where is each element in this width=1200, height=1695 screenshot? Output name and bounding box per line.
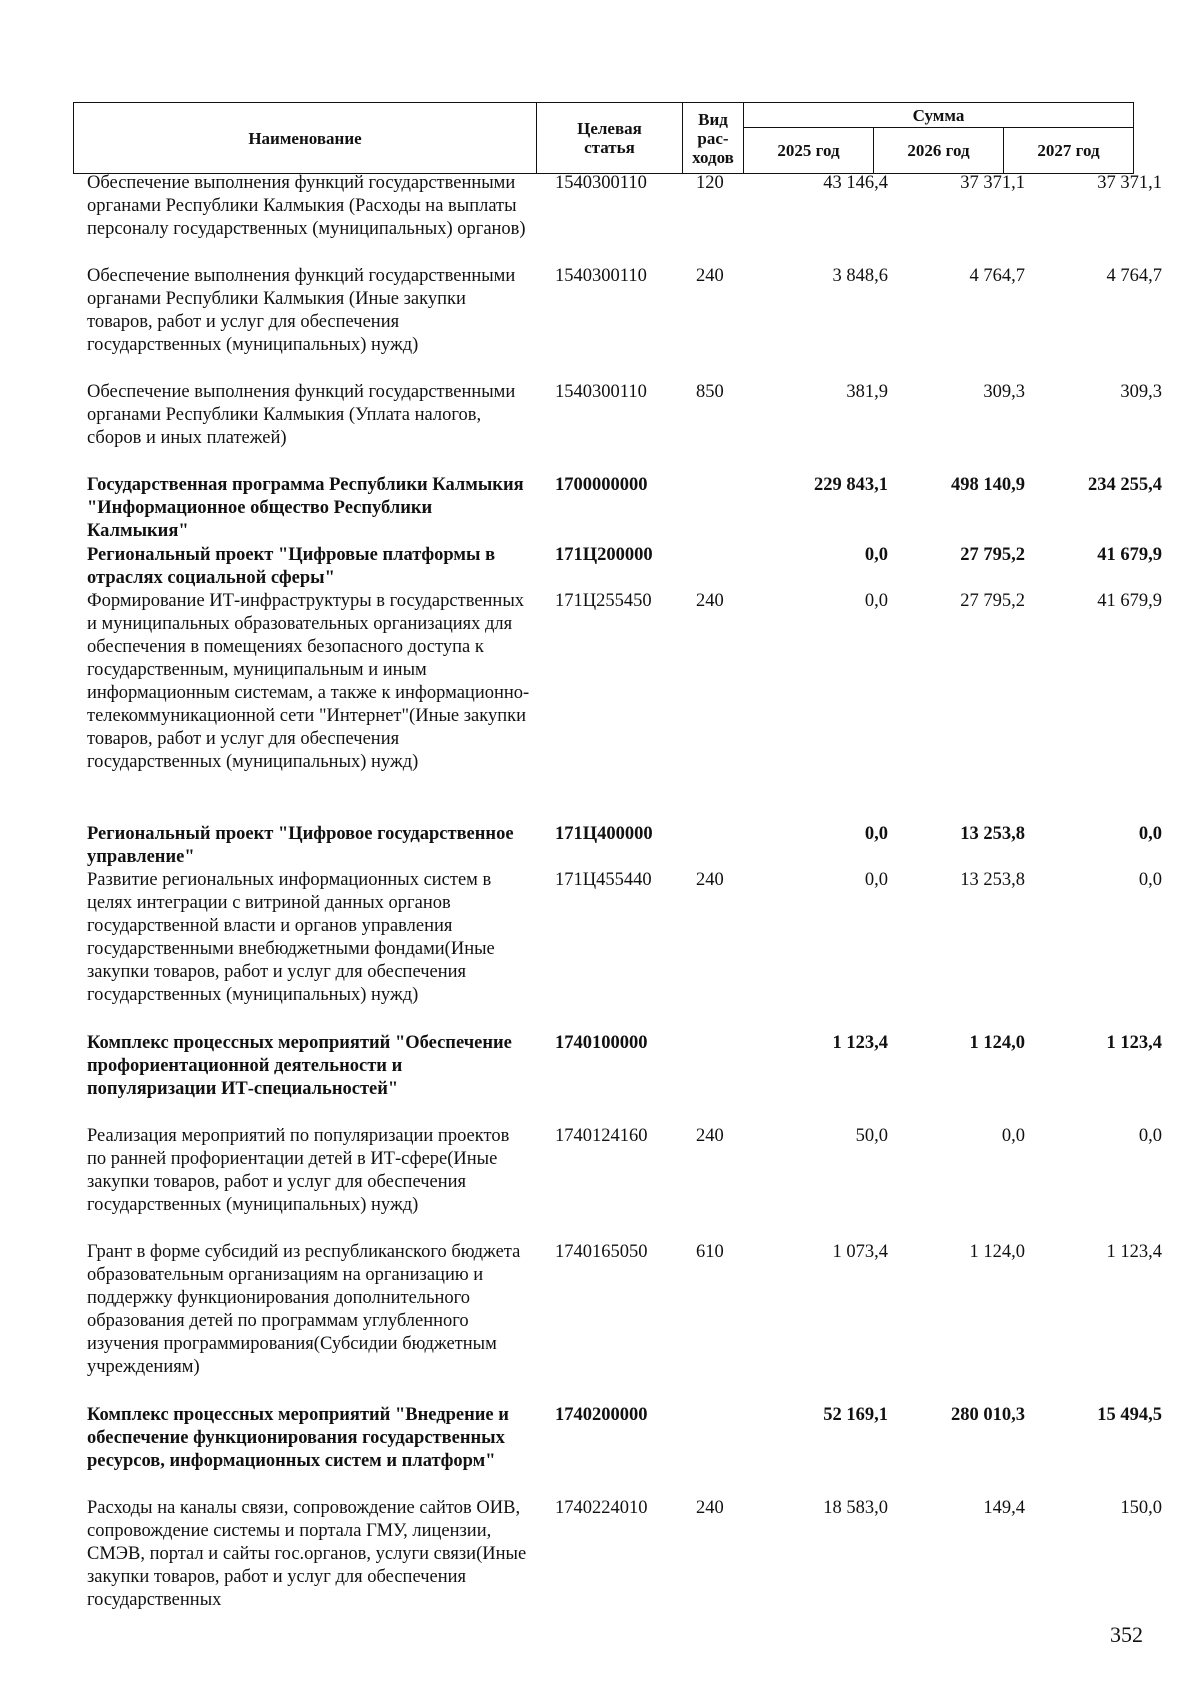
header-name: Наименование — [74, 103, 537, 174]
table-row — [0, 172, 1200, 265]
table-row — [0, 1497, 1200, 1615]
row-name: Обеспечение выполнения функций государственными органами Республики Калмыкия (Уплата налогов, сборов и иных платежей) — [87, 382, 516, 448]
table-row — [0, 544, 1200, 590]
row-name: Комплекс процессных мероприятий "Обеспечение профориентационной деятельности и популяризации ИТ-специальностей" — [87, 1033, 512, 1099]
row-name: Расходы на каналы связи, сопровождение сайтов ОИВ, сопровождение системы и портала ГМУ, лицензии, СМЭВ, портал и сайты гос.органов, услуги связи(Иные закупки товаров, работ и услуг для обеспечения государственных — [87, 1498, 527, 1610]
row-2027: 1 123,4 — [1106, 1033, 1162, 1053]
row-2025: 0,0 — [864, 824, 888, 844]
table-row — [0, 1404, 1200, 1497]
header-year-2025: 2025 год — [744, 128, 874, 174]
row-2027: 1 123,4 — [1106, 1242, 1162, 1262]
row-2027: 4 764,7 — [1106, 266, 1162, 286]
table-row — [0, 265, 1200, 381]
row-name: Региональный проект "Цифровое государственное управление" — [87, 824, 514, 867]
row-2026: 0,0 — [1001, 1126, 1025, 1146]
row-name: Государственная программа Республики Калмыкия "Информационное общество Республики Калмыкия" — [87, 475, 524, 541]
row-code: 1740224010 — [555, 1498, 648, 1518]
header-expense-type: Вид рас-ходов — [683, 103, 744, 174]
row-code: 1540300110 — [555, 266, 647, 286]
row-code: 1540300110 — [555, 173, 647, 193]
row-code: 1700000000 — [555, 475, 648, 495]
row-2025: 0,0 — [864, 591, 888, 611]
row-name: Грант в форме субсидий из республиканского бюджета образовательным организациям на организацию и поддержку функционирования дополнительного образования детей по программам углубленного изучения программирования(Субсидии бюджетным учреждениям) — [87, 1242, 521, 1377]
table-row — [0, 474, 1200, 544]
row-2027: 234 255,4 — [1088, 475, 1162, 495]
header-year-2027: 2027 год — [1004, 128, 1134, 174]
table-row — [0, 1125, 1200, 1241]
row-name: Реализация мероприятий по популяризации проектов по ранней профориентации детей в ИТ-сфере(Иные закупки товаров, работ и услуг для обеспечения государственных (муниципальных) нужд) — [87, 1126, 510, 1215]
row-2025: 3 848,6 — [832, 266, 888, 286]
row-2026: 309,3 — [983, 382, 1025, 402]
header-year-2026: 2026 год — [874, 128, 1004, 174]
row-code: 171Ц255450 — [555, 591, 652, 611]
row-2027: 0,0 — [1138, 824, 1162, 844]
row-2026: 280 010,3 — [951, 1405, 1025, 1425]
row-2027: 37 371,1 — [1097, 173, 1162, 193]
table-row — [0, 1032, 1200, 1125]
header-sum: Сумма — [744, 103, 1134, 128]
row-2026: 13 253,8 — [960, 824, 1025, 844]
row-2025: 18 583,0 — [823, 1498, 888, 1518]
row-2026: 13 253,8 — [960, 870, 1025, 890]
row-kind: 240 — [696, 591, 724, 611]
row-kind: 850 — [696, 382, 724, 402]
row-2026: 498 140,9 — [951, 475, 1025, 495]
table-header — [73, 102, 1134, 174]
row-2027: 41 679,9 — [1097, 545, 1162, 565]
row-code: 1740124160 — [555, 1126, 648, 1146]
row-2027: 0,0 — [1138, 1126, 1162, 1146]
row-2025: 1 073,4 — [832, 1242, 888, 1262]
row-name: Обеспечение выполнения функций государственными органами Республики Калмыкия (Иные закупки товаров, работ и услуг для обеспечения государственных (муниципальных) нужд) — [87, 266, 516, 355]
table-row — [0, 823, 1200, 869]
row-2026: 37 371,1 — [960, 173, 1025, 193]
row-2026: 1 124,0 — [969, 1242, 1025, 1262]
page-number: 352 — [1110, 1622, 1143, 1647]
row-2025: 52 169,1 — [823, 1405, 888, 1425]
row-kind: 120 — [696, 173, 724, 193]
table-row — [0, 1241, 1200, 1404]
row-2025: 229 843,1 — [814, 475, 888, 495]
row-2026: 27 795,2 — [960, 591, 1025, 611]
row-2027: 41 679,9 — [1097, 591, 1162, 611]
row-name: Комплекс процессных мероприятий "Внедрение и обеспечение функционирования государственных ресурсов, информационных систем и платформ" — [87, 1405, 509, 1471]
row-2025: 0,0 — [864, 870, 888, 890]
row-kind: 610 — [696, 1242, 724, 1262]
row-2027: 0,0 — [1138, 870, 1162, 890]
table-row — [0, 590, 1200, 823]
row-2025: 0,0 — [864, 545, 888, 565]
row-code: 171Ц455440 — [555, 870, 652, 890]
row-name: Региональный проект "Цифровые платформы в отраслях социальной сферы" — [87, 545, 496, 588]
row-name: Развитие региональных информационных систем в целях интеграции с витриной данных органов государственной власти и органов управления государственными внебюджетными фондами(Иные закупки товаров, работ и услуг для обеспечения государственных (муниципальных) нужд) — [87, 870, 495, 1005]
table-row — [0, 381, 1200, 474]
table-body — [0, 172, 1200, 1615]
row-name: Формирование ИТ-инфраструктуры в государственных и муниципальных образовательных организациях для обеспечения в помещениях безопасного доступа к государственным, муниципальным и иным информационным системам, а также к информационно-телекоммуникационной сети "Интернет"(Иные закупки товаров, работ и услуг для обеспечения государственных (муниципальных) нужд) — [87, 591, 530, 772]
table-row — [0, 869, 1200, 1032]
row-2025: 1 123,4 — [832, 1033, 888, 1053]
row-2025: 43 146,4 — [823, 173, 888, 193]
row-2027: 309,3 — [1120, 382, 1162, 402]
row-kind: 240 — [696, 1498, 724, 1518]
row-2026: 1 124,0 — [969, 1033, 1025, 1053]
header-target-article: Целевая статья — [537, 103, 683, 174]
row-kind: 240 — [696, 870, 724, 890]
row-2025: 50,0 — [855, 1126, 888, 1146]
row-2025: 381,9 — [846, 382, 888, 402]
row-2027: 150,0 — [1120, 1498, 1162, 1518]
row-code: 171Ц400000 — [555, 824, 653, 844]
row-2026: 4 764,7 — [969, 266, 1025, 286]
row-2027: 15 494,5 — [1097, 1405, 1162, 1425]
row-kind: 240 — [696, 1126, 724, 1146]
row-kind: 240 — [696, 266, 724, 286]
row-code: 1740100000 — [555, 1033, 648, 1053]
row-code: 1540300110 — [555, 382, 647, 402]
row-code: 171Ц200000 — [555, 545, 653, 565]
row-2026: 149,4 — [983, 1498, 1025, 1518]
row-code: 1740200000 — [555, 1405, 648, 1425]
row-code: 1740165050 — [555, 1242, 648, 1262]
row-2026: 27 795,2 — [960, 545, 1025, 565]
row-name: Обеспечение выполнения функций государственными органами Республики Калмыкия (Расходы на выплаты персоналу государственных (муниципальных) органов) — [87, 173, 526, 239]
